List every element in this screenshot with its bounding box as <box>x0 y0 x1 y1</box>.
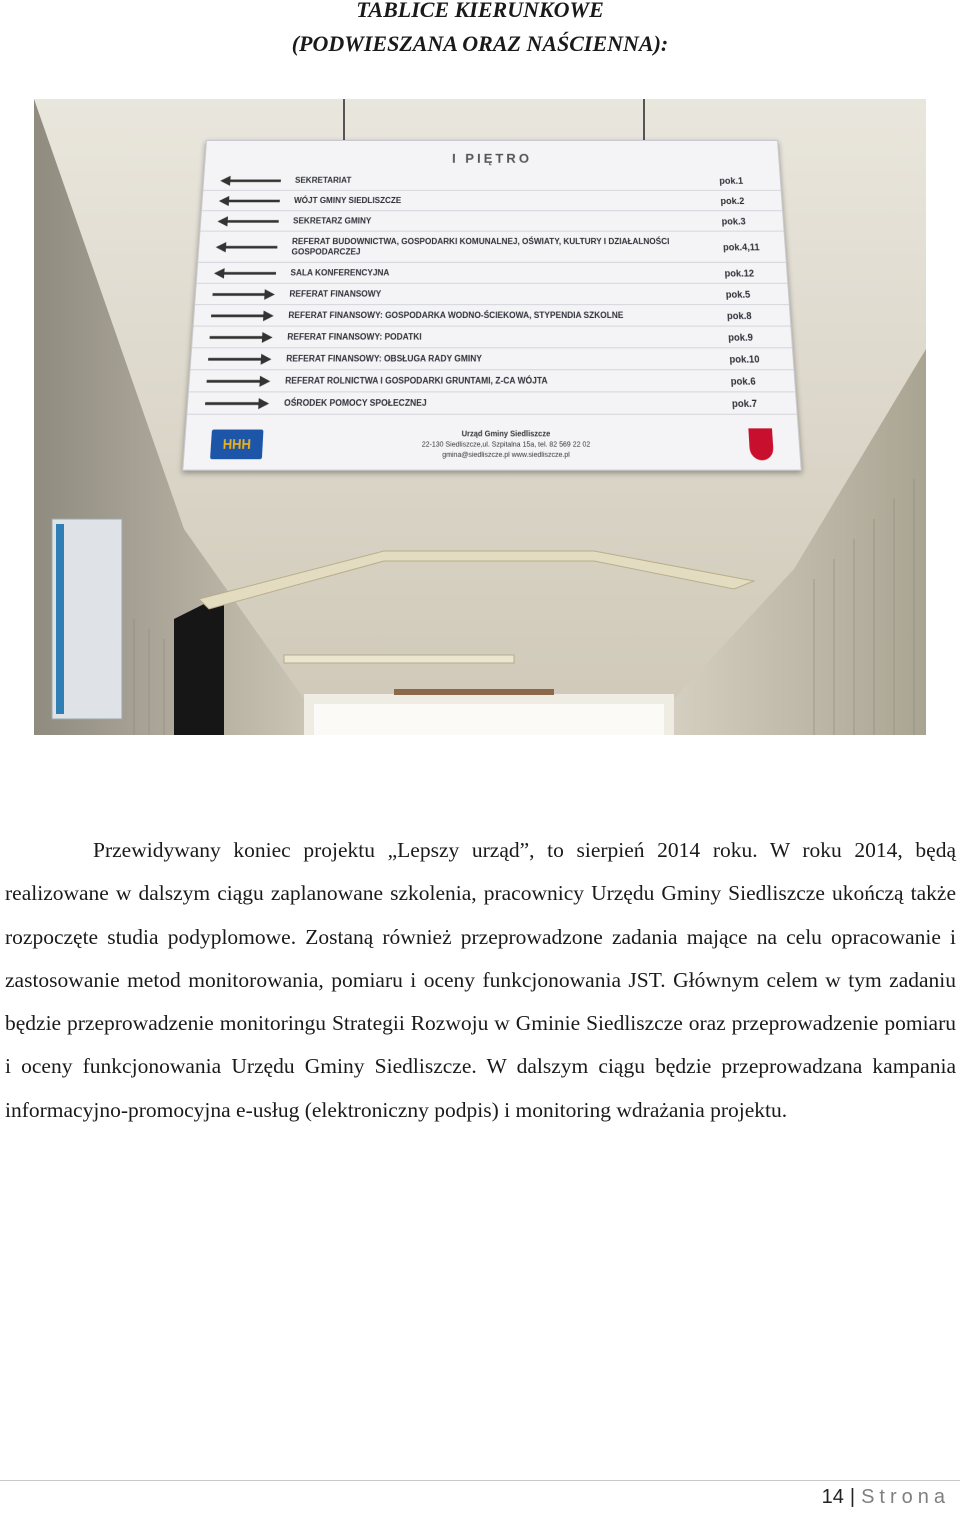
sign-row-label: OŚRODEK POMOCY SPOŁECZNEJ <box>283 397 427 408</box>
sign-row-label: SEKRETARZ GMINY <box>292 215 372 225</box>
sign-row-room: pok.7 <box>731 397 758 409</box>
sign-row-room: pok.3 <box>721 215 746 227</box>
sign-row <box>202 191 782 211</box>
arrow-right-icon <box>188 397 285 408</box>
sign-office-name: Urząd Gminy Siedliszcze <box>461 430 551 439</box>
arrow-left-icon <box>197 268 291 279</box>
sign-address: 22-130 Siedliszcze,ul. Szpitalna 15a, tel. 82 569 22 02 <box>421 440 591 449</box>
sign-row <box>197 263 788 284</box>
arrow-right-icon <box>191 353 287 364</box>
sign-row-room: pok.9 <box>727 331 754 343</box>
page-number: 14 <box>821 1486 844 1508</box>
sign-row-label: REFERAT BUDOWNICTWA, GOSPODARKI KOMUNALNEJ, OŚWIATY, KULTURY I DZIAŁALNOŚCI GOSPODARCZEJ <box>291 236 670 257</box>
arrow-left-icon <box>199 242 292 252</box>
sign-web: gmina@siedliszcze.pl www.siedliszcze.pl <box>442 450 570 459</box>
arrow-right-icon <box>192 331 287 342</box>
footer-separator: | <box>849 1486 856 1508</box>
arrow-left-icon <box>204 175 296 185</box>
sign-row-label: SALA KONFERENCYJNA <box>290 267 390 278</box>
sign-row-room: pok.5 <box>725 288 751 300</box>
sign-row <box>192 327 792 349</box>
arrow-right-icon <box>189 375 285 386</box>
heading-line-2: (PODWIESZANA ORAZ NAŚCIENNA): <box>291 31 669 56</box>
sign-row-room: pok.6 <box>730 375 756 387</box>
sign-row <box>187 392 796 414</box>
sign-row <box>189 370 795 392</box>
heading-line-1: TABLICE KIERUNKOWE <box>356 0 604 22</box>
sign-row-room: pok.8 <box>726 309 752 321</box>
arrow-right-icon <box>194 310 289 321</box>
page-word: Strona <box>861 1486 950 1508</box>
sign-row-label: REFERAT FINANSOWY: GOSPODARKA WODNO-ŚCIEKOWA, STYPENDIA SZKOLNE <box>288 309 624 320</box>
sign-row <box>203 171 780 191</box>
sign-row <box>200 211 783 232</box>
sign-row-room: pok.4,11 <box>722 241 760 252</box>
sign-row <box>198 232 786 263</box>
sign-row-label: REFERAT FINANSOWY <box>289 288 382 299</box>
arrow-right-icon <box>196 289 290 300</box>
sign-contact <box>422 429 591 460</box>
sign-row-room: pok.12 <box>724 267 755 279</box>
arrow-left-icon <box>201 216 293 226</box>
sign-row-label: REFERAT FINANSOWY: PODATKI <box>287 331 422 342</box>
sign-row-room: pok.1 <box>718 175 744 186</box>
arrow-left-icon <box>202 195 294 205</box>
sign-row-label: WÓJT GMINY SIEDLISZCZE <box>293 195 402 205</box>
sign-row-room: pok.2 <box>720 195 745 206</box>
sign-row <box>190 348 793 370</box>
sign-row <box>194 305 791 326</box>
sign-row-label: SEKRETARIAT <box>294 175 352 185</box>
sign-floor-title: I PIĘTRO <box>451 150 533 166</box>
sign-row-label: REFERAT FINANSOWY: OBSŁUGA RADY GMINY <box>286 353 482 364</box>
sign-row-room: pok.10 <box>729 353 760 365</box>
body-paragraph: Przewidywany koniec projektu „Lepszy urząd”, to sierpień 2014 roku. W roku 2014, będą realizowane w dalszym ciągu zaplanowane szkolenia, pracownicy Urzędu Gminy Siedliszcze ukończą także rozpoczęte studia podyplomowe. Zostaną również przeprowadzone zadania mające na celu opracowanie i zastosowanie metod monitorowania, pomiaru i oceny funkcjonowania JST. Głównym celem w tym zadaniu będzie przeprowadzenie monitoringu Strategii Rozwoju w Gminie Siedliszcze oraz przeprowadzenie pomiaru i oceny funkcjonowania Urzędu Gminy Siedliszcze. W dalszym ciągu będzie przeprowadzana kampania informacyjno-promocyjna e-usług (elektroniczny podpis) i monitoring wdrażania projektu. <box>5 838 956 1122</box>
page-footer <box>822 1485 950 1509</box>
sign-row <box>195 284 789 305</box>
sign-row-label: REFERAT ROLNICTWA I GOSPODARKI GRUNTAMI, Z-CA WÓJTA <box>284 375 548 386</box>
hallway-photo <box>34 99 926 735</box>
coat-of-arms-icon <box>748 428 774 460</box>
sign-footer <box>183 419 800 469</box>
footer-divider <box>0 1480 960 1481</box>
municipality-logo: HHH <box>210 430 263 460</box>
direction-sign <box>182 140 802 471</box>
